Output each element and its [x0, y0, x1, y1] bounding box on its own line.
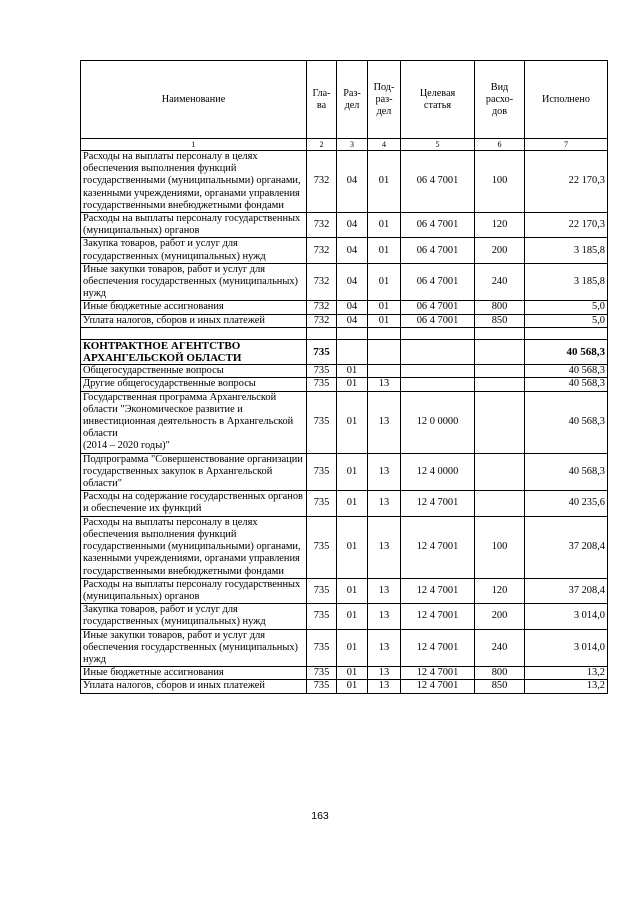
row-podrazdel: 01 — [368, 238, 401, 263]
row-amount: 37 208,4 — [525, 516, 608, 578]
header-razdel: Раз- дел — [337, 61, 368, 139]
row-vid: 800 — [475, 667, 525, 680]
row-glava: 735 — [307, 378, 337, 391]
row-amount: 40 568,3 — [525, 453, 608, 491]
row-razdel: 01 — [337, 365, 368, 378]
row-vid — [475, 378, 525, 391]
row-name: Подпрограмма "Совершенствование организации государственных закупок в Архангельской области" — [81, 453, 307, 491]
row-name: Государственная программа Архангельской области "Экономическое развитие и инвестиционная деятельность в Архангельской области (2014 – 2020 годы)" — [81, 391, 307, 453]
row-podrazdel: 13 — [368, 491, 401, 516]
table-row — [81, 151, 608, 213]
row-amount: 40 568,3 — [525, 339, 608, 364]
row-name: Расходы на выплаты персоналу в целях обеспечения выполнения функций государственными (муниципальными) органами, казенными учреждениями, органами управления государственными внебюджетными фондами — [81, 516, 307, 578]
spacer-cell — [307, 327, 337, 339]
row-amount: 5,0 — [525, 314, 608, 327]
row-vid: 240 — [475, 629, 525, 667]
row-amount: 40 568,3 — [525, 378, 608, 391]
row-vid — [475, 453, 525, 491]
row-name: КОНТРАКТНОЕ АГЕНТСТВО АРХАНГЕЛЬСКОЙ ОБЛАСТИ — [81, 339, 307, 364]
row-target: 12 4 7001 — [401, 578, 475, 603]
row-vid: 200 — [475, 238, 525, 263]
table-row — [81, 391, 608, 453]
row-razdel: 01 — [337, 629, 368, 667]
row-target: 12 4 7001 — [401, 629, 475, 667]
row-glava: 735 — [307, 680, 337, 693]
header-glava: Гла- ва — [307, 61, 337, 139]
header-row — [81, 61, 608, 139]
row-target: 06 4 7001 — [401, 238, 475, 263]
header-done: Исполнено — [525, 61, 608, 139]
row-glava: 735 — [307, 604, 337, 629]
row-target: 12 4 7001 — [401, 516, 475, 578]
table-row — [81, 680, 608, 693]
table-row — [81, 301, 608, 314]
row-name: Расходы на выплаты персоналу государственных (муниципальных) органов — [81, 578, 307, 603]
row-glava: 732 — [307, 238, 337, 263]
row-razdel: 04 — [337, 213, 368, 238]
col-number: 3 — [337, 139, 368, 151]
row-glava: 735 — [307, 516, 337, 578]
header-vid: Вид расхо- дов — [475, 61, 525, 139]
row-vid: 100 — [475, 516, 525, 578]
row-name: Другие общегосударственные вопросы — [81, 378, 307, 391]
row-vid — [475, 365, 525, 378]
row-amount: 40 568,3 — [525, 365, 608, 378]
row-name: Закупка товаров, работ и услуг для государственных (муниципальных) нужд — [81, 604, 307, 629]
row-name: Общегосударственные вопросы — [81, 365, 307, 378]
table-row — [81, 238, 608, 263]
row-podrazdel: 01 — [368, 314, 401, 327]
row-name: Иные бюджетные ассигнования — [81, 301, 307, 314]
row-target: 06 4 7001 — [401, 213, 475, 238]
row-podrazdel: 13 — [368, 578, 401, 603]
row-amount: 3 014,0 — [525, 604, 608, 629]
col-number: 6 — [475, 139, 525, 151]
row-razdel: 01 — [337, 491, 368, 516]
row-target: 12 4 7001 — [401, 667, 475, 680]
row-razdel: 01 — [337, 604, 368, 629]
row-name: Расходы на выплаты персоналу государственных (муниципальных) органов — [81, 213, 307, 238]
row-glava: 735 — [307, 391, 337, 453]
row-glava: 735 — [307, 339, 337, 364]
row-podrazdel: 13 — [368, 391, 401, 453]
row-amount: 37 208,4 — [525, 578, 608, 603]
spacer-cell — [525, 327, 608, 339]
row-amount: 3 185,8 — [525, 263, 608, 301]
budget-table — [80, 60, 608, 694]
row-name: Расходы на выплаты персоналу в целях обеспечения выполнения функций государственными (муниципальными) органами, казенными учреждениями, органами управления государственными внебюджетными фондами — [81, 151, 307, 213]
row-target: 06 4 7001 — [401, 301, 475, 314]
row-glava: 735 — [307, 578, 337, 603]
header-podrazdel: Под- раз- дел — [368, 61, 401, 139]
row-razdel: 04 — [337, 238, 368, 263]
row-name: Уплата налогов, сборов и иных платежей — [81, 314, 307, 327]
row-name: Закупка товаров, работ и услуг для государственных (муниципальных) нужд — [81, 238, 307, 263]
row-amount: 3 014,0 — [525, 629, 608, 667]
row-razdel: 04 — [337, 301, 368, 314]
row-podrazdel: 13 — [368, 378, 401, 391]
row-target: 06 4 7001 — [401, 151, 475, 213]
row-amount: 22 170,3 — [525, 151, 608, 213]
row-vid — [475, 491, 525, 516]
row-razdel: 01 — [337, 578, 368, 603]
row-glava: 732 — [307, 263, 337, 301]
row-glava: 735 — [307, 667, 337, 680]
row-podrazdel: 01 — [368, 263, 401, 301]
row-target: 12 4 7001 — [401, 604, 475, 629]
table-row — [81, 629, 608, 667]
row-glava: 735 — [307, 453, 337, 491]
table-row — [81, 516, 608, 578]
row-razdel: 01 — [337, 378, 368, 391]
row-vid: 120 — [475, 213, 525, 238]
row-razdel: 04 — [337, 263, 368, 301]
row-podrazdel: 01 — [368, 213, 401, 238]
col-number: 4 — [368, 139, 401, 151]
row-glava: 735 — [307, 491, 337, 516]
row-podrazdel: 13 — [368, 629, 401, 667]
row-name: Иные закупки товаров, работ и услуг для обеспечения государственных (муниципальных) нужд — [81, 263, 307, 301]
row-vid: 240 — [475, 263, 525, 301]
row-razdel: 01 — [337, 391, 368, 453]
row-vid — [475, 339, 525, 364]
row-amount: 40 568,3 — [525, 391, 608, 453]
page-number: 163 — [311, 810, 329, 822]
header-target: Целевая статья — [401, 61, 475, 139]
col-number: 5 — [401, 139, 475, 151]
row-target: 12 4 0000 — [401, 453, 475, 491]
row-amount: 5,0 — [525, 301, 608, 314]
row-glava: 732 — [307, 213, 337, 238]
row-podrazdel: 01 — [368, 301, 401, 314]
col-number: 7 — [525, 139, 608, 151]
row-target: 12 4 7001 — [401, 491, 475, 516]
row-glava: 732 — [307, 314, 337, 327]
row-podrazdel: 13 — [368, 453, 401, 491]
row-razdel: 01 — [337, 516, 368, 578]
row-target — [401, 365, 475, 378]
row-vid — [475, 391, 525, 453]
row-razdel: 01 — [337, 453, 368, 491]
header-name: Наименование — [81, 61, 307, 139]
table-row — [81, 578, 608, 603]
row-podrazdel — [368, 339, 401, 364]
row-amount: 40 235,6 — [525, 491, 608, 516]
row-vid: 850 — [475, 680, 525, 693]
spacer-cell — [368, 327, 401, 339]
table-row — [81, 604, 608, 629]
table-row — [81, 378, 608, 391]
col-number: 1 — [81, 139, 307, 151]
row-podrazdel — [368, 365, 401, 378]
table-row — [81, 453, 608, 491]
row-glava: 732 — [307, 151, 337, 213]
table-row — [81, 365, 608, 378]
row-name: Расходы на содержание государственных органов и обеспечение их функций — [81, 491, 307, 516]
column-number-row — [81, 139, 608, 151]
row-razdel: 04 — [337, 314, 368, 327]
row-target: 12 4 7001 — [401, 680, 475, 693]
col-number: 2 — [307, 139, 337, 151]
row-vid: 800 — [475, 301, 525, 314]
row-name: Иные закупки товаров, работ и услуг для обеспечения государственных (муниципальных) нужд — [81, 629, 307, 667]
spacer-row — [81, 327, 608, 339]
row-amount: 13,2 — [525, 680, 608, 693]
spacer-cell — [475, 327, 525, 339]
table-row — [81, 213, 608, 238]
row-podrazdel: 13 — [368, 680, 401, 693]
row-podrazdel: 13 — [368, 667, 401, 680]
row-vid: 850 — [475, 314, 525, 327]
table-row — [81, 667, 608, 680]
spacer-cell — [401, 327, 475, 339]
row-amount: 3 185,8 — [525, 238, 608, 263]
row-vid: 120 — [475, 578, 525, 603]
table-row — [81, 314, 608, 327]
row-target: 06 4 7001 — [401, 314, 475, 327]
row-razdel: 01 — [337, 680, 368, 693]
row-amount: 13,2 — [525, 667, 608, 680]
table-row — [81, 263, 608, 301]
row-podrazdel: 01 — [368, 151, 401, 213]
row-razdel — [337, 339, 368, 364]
spacer-cell — [81, 327, 307, 339]
table-row — [81, 491, 608, 516]
row-razdel: 01 — [337, 667, 368, 680]
row-vid: 200 — [475, 604, 525, 629]
row-glava: 735 — [307, 365, 337, 378]
row-target: 12 0 0000 — [401, 391, 475, 453]
spacer-cell — [337, 327, 368, 339]
row-glava: 735 — [307, 629, 337, 667]
row-target: 06 4 7001 — [401, 263, 475, 301]
row-name: Уплата налогов, сборов и иных платежей — [81, 680, 307, 693]
row-vid: 100 — [475, 151, 525, 213]
row-podrazdel: 13 — [368, 604, 401, 629]
row-amount: 22 170,3 — [525, 213, 608, 238]
row-glava: 732 — [307, 301, 337, 314]
row-target — [401, 339, 475, 364]
section-row — [81, 339, 608, 364]
row-podrazdel: 13 — [368, 516, 401, 578]
row-name: Иные бюджетные ассигнования — [81, 667, 307, 680]
row-target — [401, 378, 475, 391]
row-razdel: 04 — [337, 151, 368, 213]
